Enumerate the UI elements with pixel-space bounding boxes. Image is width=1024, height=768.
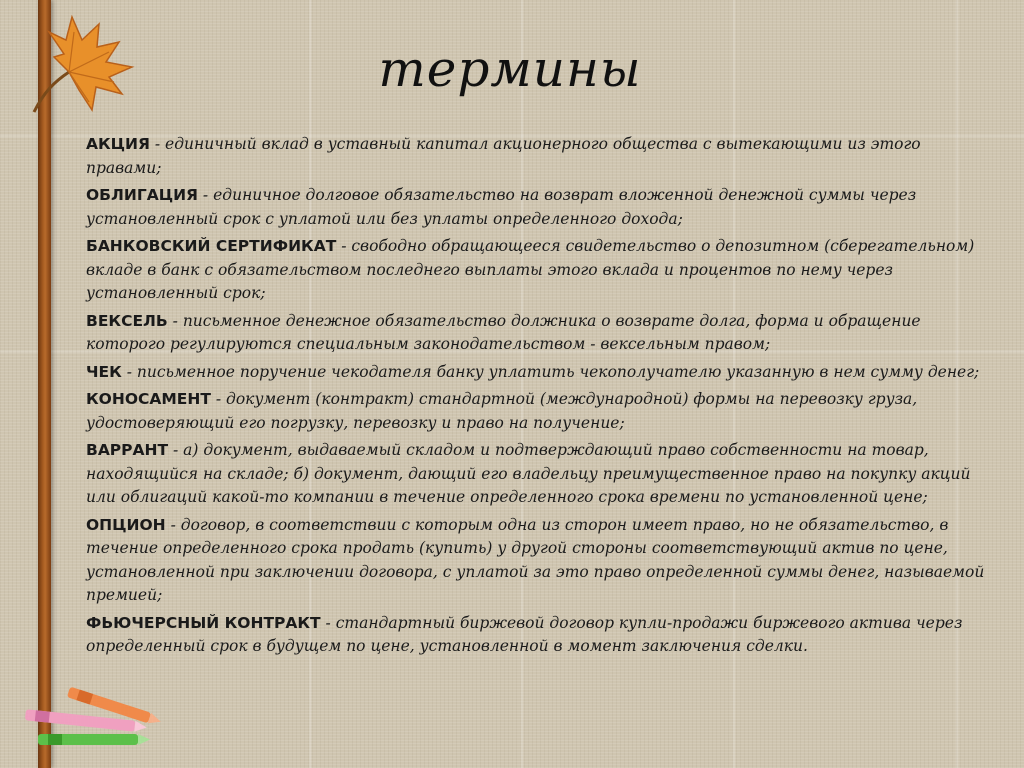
maple-leaf-icon [14,12,144,122]
term-name: БАНКОВСКИЙ СЕРТИФИКАТ [86,237,337,255]
term-definition: - письменное поручение чекодателя банку уплатить чекополучателю указанную в нем сумму денег; [121,362,980,381]
term-name: ЧЕК [86,362,122,381]
term-definition: - письменное денежное обязательство должника о возврате долга, форма и обращение которого регулируются специальным законодательством - вексельным правом; [86,311,921,353]
term-definition: - единичный вклад в уставный капитал акционерного общества с вытекающими из этого правами; [86,135,921,177]
term-item [86,235,998,306]
term-item [86,388,998,435]
term-name: ОБЛИГАЦИЯ [86,186,198,204]
slide-title: термины [378,40,642,98]
term-item [86,184,998,231]
term-name: ФЬЮЧЕРСНЫЙ КОНТРАКТ [86,613,321,632]
term-definition: - договор, в соответствии с которым одна из сторон имеет право, но не обязательство, в течение определенного срока продать (купить) у другой стороны соответствующий актив по цене, установленной при заключении договора, с уплатой за это право определенной суммы денег, называемой премией; [86,515,985,604]
term-name: КОНОСАМЕНТ [86,390,211,408]
term-definition: - документ (контракт) стандартной (международной) формы на перевозку груза, удостоверяющий его погрузку, перевозку и право на получение; [86,390,918,432]
term-item [86,514,998,608]
term-definition: - единичное долговое обязательство на возврат вложенной денежной суммы через установленный срок с уплатой или без уплаты определенного дохода; [86,186,917,228]
terms-list [86,133,998,663]
term-definition: - стандартный биржевой договор купли-продажи биржевого актива через определенный срок в будущем по цене, установленной в момент заключения сделки. [86,613,963,655]
term-name: ОПЦИОН [86,515,166,534]
term-item [86,310,998,357]
term-item [86,439,998,510]
term-name: ВАРРАНТ [86,441,169,459]
term-item [86,133,998,180]
term-definition: - свободно обращающееся свидетельство о депозитном (сберегательном) вкладе в банк с обязательством последнего выплаты этого вклада и процентов по нему через установленный срок; [86,237,975,302]
term-name: ВЕКСЕЛЬ [86,311,168,330]
term-item [86,361,998,385]
term-item [86,612,998,659]
term-name: АКЦИЯ [86,135,150,153]
term-definition: - а) документ, выдаваемый складом и подтверждающий право собственности на товар, находящийся на складе; б) документ, дающий его владельцу преимущественное право на покупку акций или облигаций какой-то компании в течение определенного срока времени по установленной цене; [86,441,971,506]
crayons-icon [10,680,170,760]
